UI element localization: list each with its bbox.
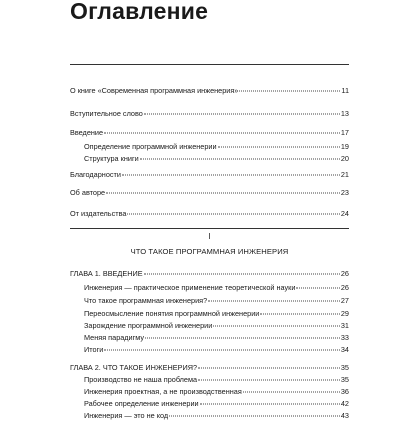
toc-entry[interactable] — [70, 363, 349, 373]
dot-leader — [144, 114, 340, 115]
toc-entry-title: Меняя парадигму — [84, 333, 145, 342]
toc-entry-title: Об авторе — [70, 188, 106, 197]
toc-entry-title: Зарождение программной инженерии — [84, 321, 213, 330]
toc-entry-title: Переосмысление понятия программной инженерии — [84, 309, 260, 318]
toc-entry-title: Итоги — [84, 345, 104, 354]
toc-entry-title: Введение — [70, 128, 104, 137]
dot-leader — [218, 147, 340, 148]
toc-entry[interactable] — [84, 309, 349, 319]
toc-entry-page: 33 — [340, 333, 349, 342]
toc-entry-page: 17 — [340, 128, 349, 137]
dot-leader — [260, 314, 340, 315]
toc-entry[interactable] — [84, 296, 349, 306]
toc-entry-page: 26 — [340, 283, 349, 292]
toc-entry-title: ГЛАВА 2. ЧТО ТАКОЕ ИНЖЕНЕРИЯ? — [70, 363, 198, 372]
toc-entry-page: 34 — [340, 345, 349, 354]
toc-entry-page: 35 — [340, 363, 349, 372]
toc-entry[interactable] — [84, 333, 349, 343]
toc-entry-page: 36 — [340, 387, 349, 396]
toc-entry-title: О книге «Современная программная инженерия» — [70, 86, 239, 95]
toc-entry[interactable] — [84, 345, 349, 355]
toc-entry-page: 20 — [340, 154, 349, 163]
toc-entry-title: Инженерия проектная, а не производственная — [84, 387, 242, 396]
toc-entry-page: 35 — [340, 375, 349, 384]
part-title: ЧТО ТАКОЕ ПРОГРАММНАЯ ИНЖЕНЕРИЯ — [130, 247, 289, 256]
dot-leader — [145, 338, 340, 339]
toc-entry[interactable] — [84, 321, 349, 331]
bottom-divider — [70, 228, 349, 229]
page-title: Оглавление — [70, 0, 209, 24]
toc-entry-page: 23 — [340, 188, 349, 197]
part-number: I — [208, 232, 211, 241]
toc-entry-title: От издательства — [70, 209, 127, 218]
toc-entry[interactable] — [84, 283, 349, 293]
toc-entry-page: 29 — [340, 309, 349, 318]
dot-leader — [144, 274, 340, 275]
toc-entry[interactable] — [84, 142, 349, 152]
toc-entry-title: Производство не наша проблема — [84, 375, 198, 384]
toc-entry[interactable] — [70, 269, 349, 279]
dot-leader — [104, 350, 340, 351]
toc-entry-page: 31 — [340, 321, 349, 330]
toc-entry-page: 21 — [340, 170, 349, 179]
toc-entry-page: 11 — [341, 86, 349, 95]
top-divider — [70, 64, 349, 65]
toc-entry-page: 19 — [340, 142, 349, 151]
dot-leader — [208, 301, 340, 302]
toc-entry[interactable] — [70, 170, 349, 180]
toc-entry-page: 26 — [340, 269, 349, 278]
toc-entry-title: Инженерия — это не код — [84, 411, 169, 420]
toc-entry-title: Что такое программная инженерия? — [84, 296, 208, 305]
toc-entry-page: 27 — [340, 296, 349, 305]
dot-leader — [239, 91, 340, 92]
toc-entry[interactable] — [84, 154, 349, 164]
dot-leader — [169, 416, 340, 417]
toc-entry-page: 24 — [340, 209, 349, 218]
dot-leader — [200, 404, 340, 405]
dot-leader — [243, 392, 340, 393]
toc-entry-page: 42 — [340, 399, 349, 408]
toc-entry[interactable] — [70, 209, 349, 219]
toc-entry[interactable] — [70, 188, 349, 198]
dot-leader — [213, 326, 340, 327]
dot-leader — [104, 133, 340, 134]
toc-entry-title: ГЛАВА 1. ВВЕДЕНИЕ — [70, 269, 143, 278]
toc-entry[interactable] — [70, 109, 349, 119]
toc-entry-title: Инженерия — практическое применение теоретической науки — [84, 283, 296, 292]
dot-leader — [106, 193, 340, 194]
dot-leader — [122, 175, 340, 176]
toc-entry[interactable] — [84, 387, 349, 397]
toc-entry-title: Структура книги — [84, 154, 139, 163]
toc-entry-page: 43 — [340, 411, 349, 420]
toc-entry[interactable] — [70, 128, 349, 138]
dot-leader — [198, 380, 340, 381]
dot-leader — [127, 214, 339, 215]
dot-leader — [140, 159, 340, 160]
toc-entry-title: Определение программной инженерии — [84, 142, 217, 151]
toc-entry-title: Рабочее определение инженерии — [84, 399, 199, 408]
toc-entry-title: Благодарности — [70, 170, 121, 179]
dot-leader — [296, 288, 339, 289]
toc-entry[interactable] — [70, 86, 349, 96]
toc-entry[interactable] — [84, 375, 349, 385]
toc-entry[interactable] — [84, 399, 349, 409]
dot-leader — [198, 368, 340, 369]
toc-entry-page: 13 — [340, 109, 349, 118]
toc-entry-title: Вступительное слово — [70, 109, 143, 118]
